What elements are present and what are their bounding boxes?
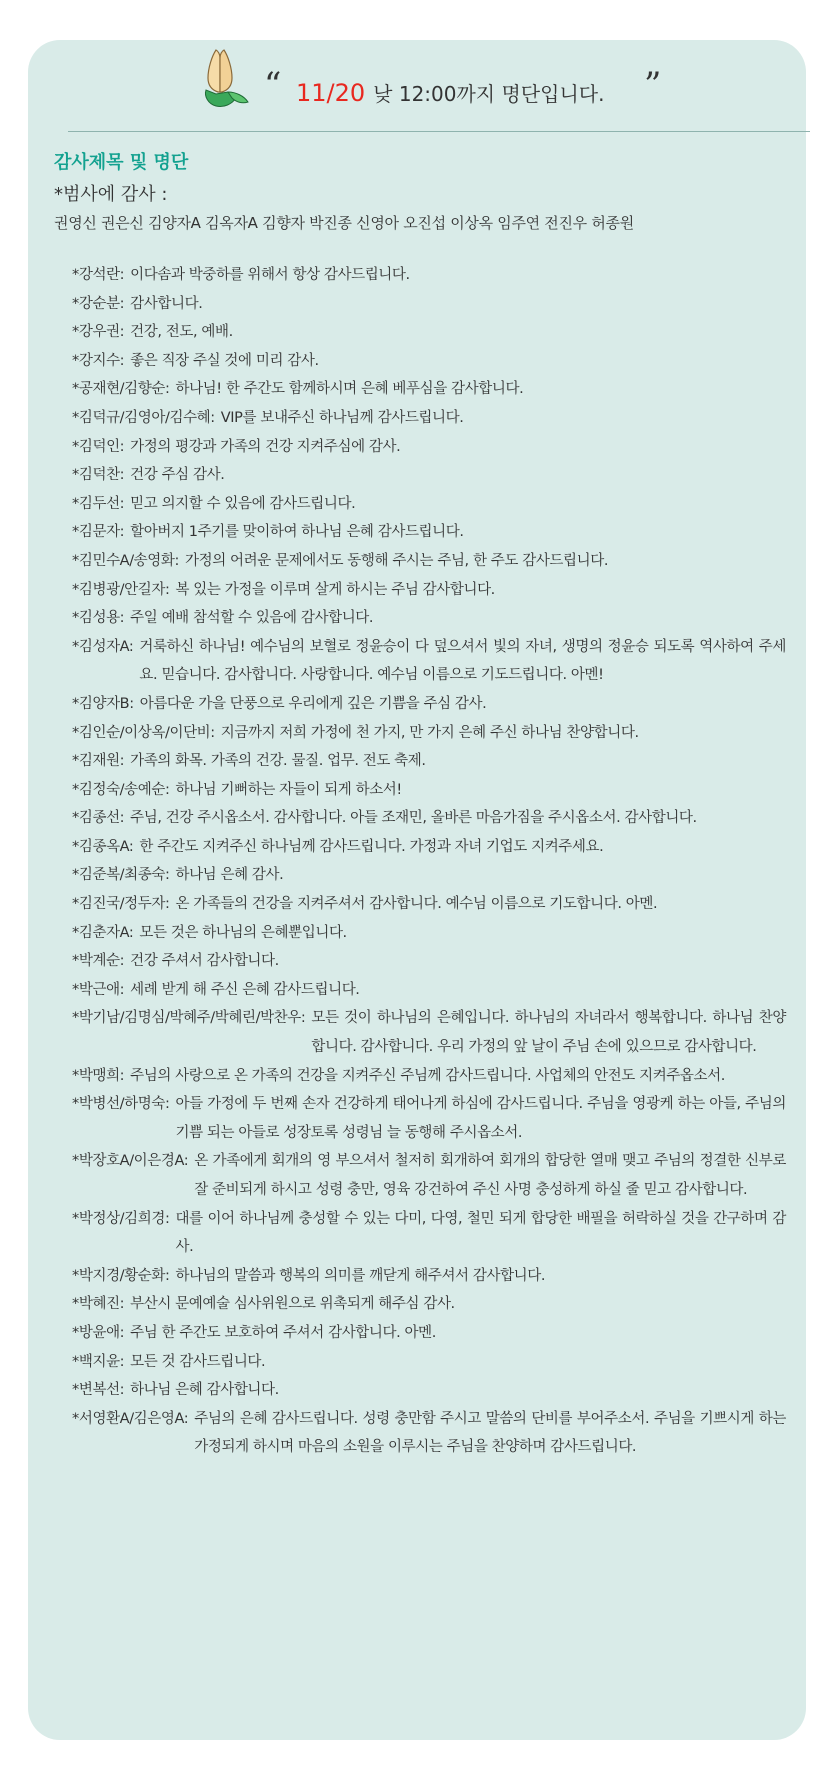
item-name: *박장호A/이은경A: [72,1153,189,1170]
list-item [72,1290,808,1319]
item-text: 이다솜과 박중하를 위해서 항상 감사드립니다. [130,267,410,283]
list-item [72,1147,808,1204]
close-quote: ” [644,65,662,105]
list-item [72,976,808,1005]
item-text: 모든 것 감사드립니다. [130,1353,266,1370]
headline-date: 11/20 [296,79,366,107]
list-item [72,890,808,919]
item-name: *김덕규/김영아/김수혜: [72,409,215,426]
item-text: 대를 이어 하나님께 충성할 수 있는 다미, 다영, 철민 되게 합당한 배필을 허락하실 것을 간구하며 감사. [175,1210,786,1256]
item-text: 좋은 직장 주실 것에 미리 감사. [130,352,319,369]
item-name: *김두선: [72,495,125,512]
list-item [72,604,808,633]
list-item [72,1004,808,1061]
item-name: *김병광/안길자: [72,581,170,598]
list-item [72,776,808,805]
list-item [72,461,808,490]
item-text: 모든 것은 하나님의 은혜뿐입니다. [139,924,347,941]
list-item [72,747,808,776]
praying-hands-icon [194,46,252,108]
item-name: *김춘자A: [72,924,134,941]
list-item [72,804,808,833]
item-name: *공재현/김향순: [72,381,170,398]
list-item [72,690,808,719]
item-name: *김진국/정두자: [72,896,170,913]
list-item [72,1376,808,1405]
subhead: *범사에 감사 : [54,184,168,205]
list-item [72,518,808,547]
item-text: 주일 예배 참석할 수 있음에 감사합니다. [130,610,374,627]
list-item [72,1205,808,1262]
list-item [72,947,808,976]
item-name: *김준복/최종숙: [72,867,170,884]
item-name: *방윤애: [72,1324,125,1341]
item-text: 가정의 어려운 문제에서도 동행해 주시는 주님, 한 주도 감사드립니다. [184,552,609,569]
item-name: *김성용: [72,610,125,627]
list-item [72,919,808,948]
item-text: 부산시 문예예술 심사위원으로 위촉되게 해주심 감사. [130,1296,455,1313]
item-name: *김덕찬: [72,467,125,484]
item-text: 건강 주심 감사. [130,467,225,484]
list-item [72,375,808,404]
item-name: *박맹희: [72,1067,125,1084]
item-text: 하나님 기뻐하는 자들이 되게 하소서! [175,781,402,798]
content-card [28,40,806,1740]
list-item [72,576,808,605]
list-item [72,833,808,862]
list-item [72,633,808,690]
item-name: *김양자B: [72,695,134,712]
headline-message: 낮 12:00까지 명단입니다. [373,82,605,106]
item-name: *강순분: [72,295,125,312]
item-text: 주님 한 주간도 보호하여 주셔서 감사합니다. 아멘. [130,1324,436,1341]
item-name: *백지윤: [72,1353,125,1370]
item-text: 하나님 은혜 감사. [175,867,284,884]
item-text: 모든 것이 하나님의 은혜입니다. 하나님의 자녀라서 행복합니다. 하나님 찬양합니다. 감사합니다. 우리 가정의 앞 날이 주님 손에 있으므로 감사합니다. [311,1010,786,1056]
list-item [72,433,808,462]
item-name: *변복선: [72,1382,125,1399]
item-text: 온 가족에게 회개의 영 부으셔서 철저히 회개하여 회개의 합당한 열매 맺고 주님의 정결한 신부로 잘 준비되게 하시고 성령 충만, 영육 강건하여 주신 사명 충성하게 하실 줄 믿고 감사합니다. [194,1153,786,1198]
list-item [72,719,808,748]
content [48,148,808,1462]
item-text: 가족의 화목. 가족의 건강. 물질. 업무. 전도 축제. [130,753,426,770]
list-item [72,290,808,319]
item-name: *김문자: [72,524,125,541]
item-text: 온 가족들의 건강을 지켜주셔서 감사합니다. 예수님 이름으로 기도합니다. 아멘. [175,896,658,913]
item-name: *박지경/황순화: [72,1267,170,1284]
list-item [72,347,808,376]
item-text: 믿고 의지할 수 있음에 감사드립니다. [130,495,356,512]
headline [296,78,604,107]
item-text: 할아버지 1주기를 맞이하여 하나님 은혜 감사드립니다. [130,524,464,541]
item-name: *김재원: [72,753,125,770]
list-item [72,1062,808,1091]
section-title: 감사제목 및 명단 [54,152,189,173]
item-name: *김성자A: [72,638,134,655]
item-name: *김종선: [72,810,125,827]
item-name: *김민수A/송영화: [72,552,179,569]
item-text: 가정의 평강과 가족의 건강 지켜주심에 감사. [130,438,401,455]
list-item [72,1090,808,1147]
list-item [72,1319,808,1348]
item-text: 세례 받게 해 주신 은혜 감사드립니다. [130,981,360,998]
list-item [72,490,808,519]
item-name: *서영환A/김은영A: [72,1410,189,1427]
list-item [72,261,808,290]
list-item [72,1405,808,1462]
item-name: *김덕인: [72,438,125,455]
item-name: *박혜진: [72,1296,125,1313]
item-name: *박기남/김명심/박혜주/박혜린/박찬우: [72,1010,306,1027]
item-text: 하나님의 말씀과 행복의 의미를 깨닫게 해주셔서 감사합니다. [175,1267,546,1284]
item-text: 주님의 은혜 감사드립니다. 성령 충만함 주시고 말씀의 단비를 부어주소서. 주님을 기쁘시게 하는 가정되게 하시며 마음의 소원을 이루시는 주님을 찬양하며 감사드립니다. [194,1410,786,1456]
item-text: 복 있는 가정을 이루며 살게 하시는 주님 감사합니다. [175,581,495,598]
item-text: 감사합니다. [130,295,203,312]
divider [68,131,810,132]
header [28,40,806,132]
item-text: 한 주간도 지켜주신 하나님께 감사드립니다. 가정과 자녀 기업도 지켜주세요. [139,838,604,855]
list-item [72,1348,808,1377]
item-name: *박계순: [72,953,125,970]
item-text: 주님, 건강 주시옵소서. 감사합니다. 아들 조재민, 올바른 마음가짐을 주시옵소서. 감사합니다. [130,810,697,827]
item-name: *김인순/이상옥/이단비: [72,724,215,741]
item-text: 건강, 전도, 예배. [130,324,233,341]
open-quote: “ [264,65,282,105]
item-name: *김정숙/송예순: [72,781,170,798]
spacer [48,233,808,261]
item-name: *강석란: [72,267,125,283]
item-text: 주님의 사랑으로 온 가족의 건강을 지켜주신 주님께 감사드립니다. 사업체의 안전도 지켜주옵소서. [130,1067,725,1084]
item-text: 건강 주셔서 감사합니다. [130,953,279,970]
list-item [72,861,808,890]
prayer-list [72,261,808,1462]
list-item [72,1262,808,1291]
item-text: 아름다운 가을 단풍으로 우리에게 깊은 기쁨을 주심 감사. [139,695,487,712]
list-item [72,318,808,347]
item-text: 아들 가정에 두 번째 손자 건강하게 태어나게 하심에 감사드립니다. 주님을 영광케 하는 아들, 주님의 기쁨 되는 아들로 성장토록 성령님 늘 동행해 주시옵소서. [175,1096,786,1141]
item-name: *강우권: [72,324,125,341]
item-text: 하나님! 한 주간도 함께하시며 은혜 베푸심을 감사합니다. [175,381,524,398]
item-name: *박근애: [72,981,125,998]
item-name: *김종옥A: [72,838,134,855]
list-item [72,404,808,433]
item-text: VIP를 보내주신 하나님께 감사드립니다. [220,409,464,426]
item-text: 하나님 은혜 감사합니다. [130,1382,279,1399]
list-item [72,547,808,576]
names-line: 권영신 권은신 김양자A 김옥자A 김향자 박진종 신영아 오진섭 이상옥 임주연 전진우 허종원 [54,214,634,232]
item-text: 지금까지 저희 가정에 천 가지, 만 가지 은혜 주신 하나님 찬양합니다. [220,724,639,741]
item-name: *강지수: [72,352,125,369]
item-name: *박병선/하명숙: [72,1096,170,1113]
item-name: *박정상/김희경: [72,1210,170,1227]
item-text: 거룩하신 하나님! 예수님의 보혈로 정윤승이 다 덮으셔서 빛의 자녀, 생명의 정윤승 되도록 역사하여 주세요. 믿습니다. 감사합니다. 사랑합니다. 예수님 이름으로 기도드립니다. 아멘! [139,638,786,684]
